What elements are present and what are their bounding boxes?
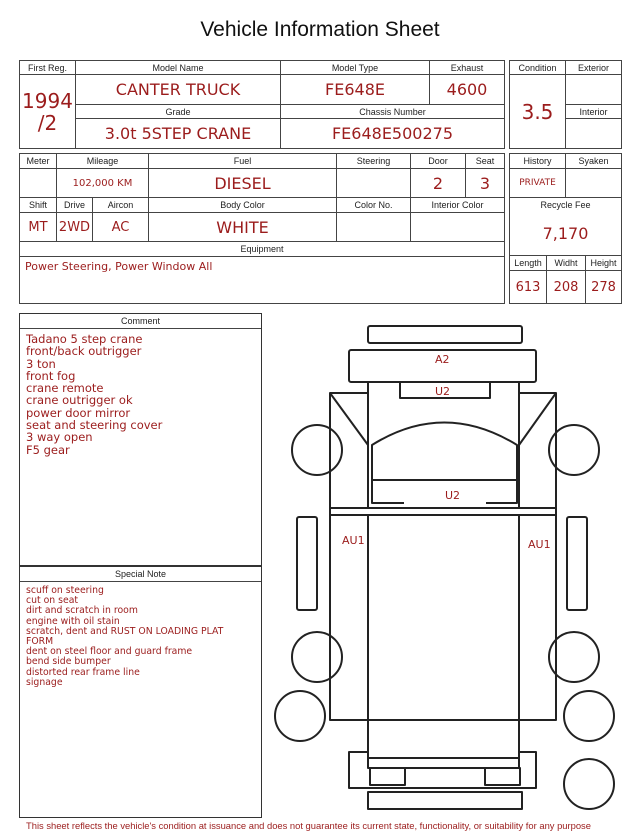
- width-label: Widht: [547, 256, 586, 271]
- comment-line: power door mirror: [26, 405, 131, 420]
- model-name-label: Model Name: [76, 61, 281, 75]
- mileage-label: Mileage: [57, 154, 149, 169]
- aircon-value: AC: [93, 213, 149, 242]
- meter-value: [20, 169, 57, 198]
- history-label: History: [510, 154, 566, 169]
- special-note-label: Special Note: [20, 567, 261, 582]
- drive-value: 2WD: [57, 213, 93, 242]
- note-line: cut on seat: [26, 595, 79, 607]
- recycle-fee-label: Recycle Fee: [510, 198, 622, 213]
- note-line: dent on steel floor and guard frame: [26, 646, 193, 658]
- interior-color-value: [411, 213, 505, 242]
- fuel-label: Fuel: [149, 154, 337, 169]
- rear-step: [368, 792, 522, 809]
- color-no-label: Color No.: [337, 198, 411, 213]
- first-reg-label: First Reg.: [20, 61, 76, 75]
- equipment-value: Power Steering, Power Window All: [20, 257, 505, 304]
- exterior-value: [566, 75, 622, 105]
- grade-value: 3.0t 5STEP CRANE: [76, 119, 281, 149]
- note-line: signage: [26, 676, 63, 688]
- rear-light-left: [370, 768, 405, 785]
- interior-value: [566, 119, 622, 149]
- drive-label: Drive: [57, 198, 93, 213]
- comment-line: 3 ton: [26, 356, 56, 371]
- comment-label: Comment: [20, 314, 261, 329]
- right-side-panel: [567, 517, 587, 610]
- damage-mark-au1-left: AU1: [342, 534, 365, 547]
- comment-line: 3 way open: [26, 430, 93, 445]
- note-line: engine with oil stain: [26, 615, 120, 627]
- first-reg-year: 1994: [22, 88, 73, 113]
- note-line: scuff on steering: [26, 585, 104, 596]
- height-label: Height: [586, 256, 622, 271]
- front-left-wheel: [292, 425, 342, 475]
- exhaust-label: Exhaust: [430, 61, 505, 75]
- rear-left-wheel-1: [292, 632, 342, 682]
- syaken-label: Syaken: [566, 154, 622, 169]
- interior-label: Interior: [566, 105, 622, 119]
- left-side-panel: [297, 517, 317, 610]
- steering-label: Steering: [337, 154, 411, 169]
- chassis-value: FE648E500275: [281, 119, 505, 149]
- comment-line: crane remote: [26, 381, 104, 396]
- spare-wheel: [564, 759, 614, 809]
- recycle-fee-value: 7,170: [510, 213, 622, 256]
- body-color-label: Body Color: [149, 198, 337, 213]
- model-type-value: FE648E: [281, 75, 430, 105]
- cab-frame: [368, 382, 519, 508]
- door-value: 2: [411, 169, 466, 198]
- truck-damage-diagram: [262, 318, 632, 818]
- exhaust-value: 4600: [430, 75, 505, 105]
- note-line: dirt and scratch in room: [26, 605, 138, 617]
- comment-panel: [19, 313, 262, 566]
- comment-line: crane outrigger ok: [26, 393, 133, 408]
- special-note-list: [20, 582, 261, 692]
- body-color-value: WHITE: [149, 213, 337, 242]
- meter-label: Meter: [20, 154, 57, 169]
- model-name-value: CANTER TRUCK: [76, 75, 281, 105]
- rear-right-wheel-2: [564, 691, 614, 741]
- first-reg-value: [20, 75, 76, 149]
- condition-label: Condition: [510, 61, 566, 75]
- chassis-label: Chassis Number: [281, 105, 505, 119]
- equipment-label: Equipment: [20, 242, 505, 257]
- model-type-label: Model Type: [281, 61, 430, 75]
- rear-frame: [368, 515, 519, 758]
- seat-label: Seat: [466, 154, 505, 169]
- note-line: bend side bumper: [26, 656, 111, 668]
- fuel-value: DIESEL: [149, 169, 337, 198]
- damage-mark-u2-cab: U2: [445, 489, 461, 502]
- syaken-value: [566, 169, 622, 198]
- damage-mark-u2-roof: U2: [435, 385, 451, 398]
- rear-left-wheel-2: [275, 691, 325, 741]
- exterior-label: Exterior: [566, 61, 622, 75]
- comment-line: front/back outrigger: [26, 344, 142, 359]
- width-value: 208: [547, 271, 586, 304]
- shift-value: MT: [20, 213, 57, 242]
- note-line: FORM: [26, 636, 54, 648]
- disclaimer-footer: This sheet reflects the vehicle's condition at issuance and does not guarantee its current state, functionality, or suitability for any purpose: [26, 820, 591, 831]
- interior-color-label: Interior Color: [411, 198, 505, 213]
- damage-mark-a2: A2: [435, 353, 450, 366]
- history-table: [509, 153, 622, 304]
- first-reg-month: /2: [37, 110, 58, 135]
- front-bumper: [368, 326, 522, 343]
- rear-light-right: [485, 768, 520, 785]
- condition-table: [509, 60, 622, 149]
- cab-pillars: [330, 393, 556, 445]
- main-info-table: [19, 60, 505, 149]
- length-label: Length: [510, 256, 547, 271]
- comment-line: Tadano 5 step crane: [26, 332, 143, 346]
- height-value: 278: [586, 271, 622, 304]
- windshield: [372, 423, 517, 481]
- color-no-value: [337, 213, 411, 242]
- note-line: distorted rear frame line: [26, 666, 140, 678]
- grade-label: Grade: [76, 105, 281, 119]
- special-note-panel: [19, 566, 262, 818]
- comment-line: seat and steering cover: [26, 418, 163, 433]
- comment-line: F5 gear: [26, 442, 70, 457]
- steering-value: [337, 169, 411, 198]
- history-value: PRIVATE: [510, 169, 566, 198]
- page-title: Vehicle Information Sheet: [200, 18, 440, 41]
- comment-list: [20, 329, 261, 460]
- comment-line: front fog: [26, 368, 76, 383]
- note-line: scratch, dent and RUST ON LOADING PLAT: [26, 625, 224, 637]
- damage-mark-au1-right: AU1: [528, 538, 551, 551]
- mileage-value: 102,000 KM: [57, 169, 149, 198]
- specs-table: [19, 153, 505, 304]
- cab-outline: [330, 382, 556, 508]
- condition-score: 3.5: [510, 75, 566, 149]
- door-label: Door: [411, 154, 466, 169]
- aircon-label: Aircon: [93, 198, 149, 213]
- length-value: 613: [510, 271, 547, 304]
- shift-label: Shift: [20, 198, 57, 213]
- seat-value: 3: [466, 169, 505, 198]
